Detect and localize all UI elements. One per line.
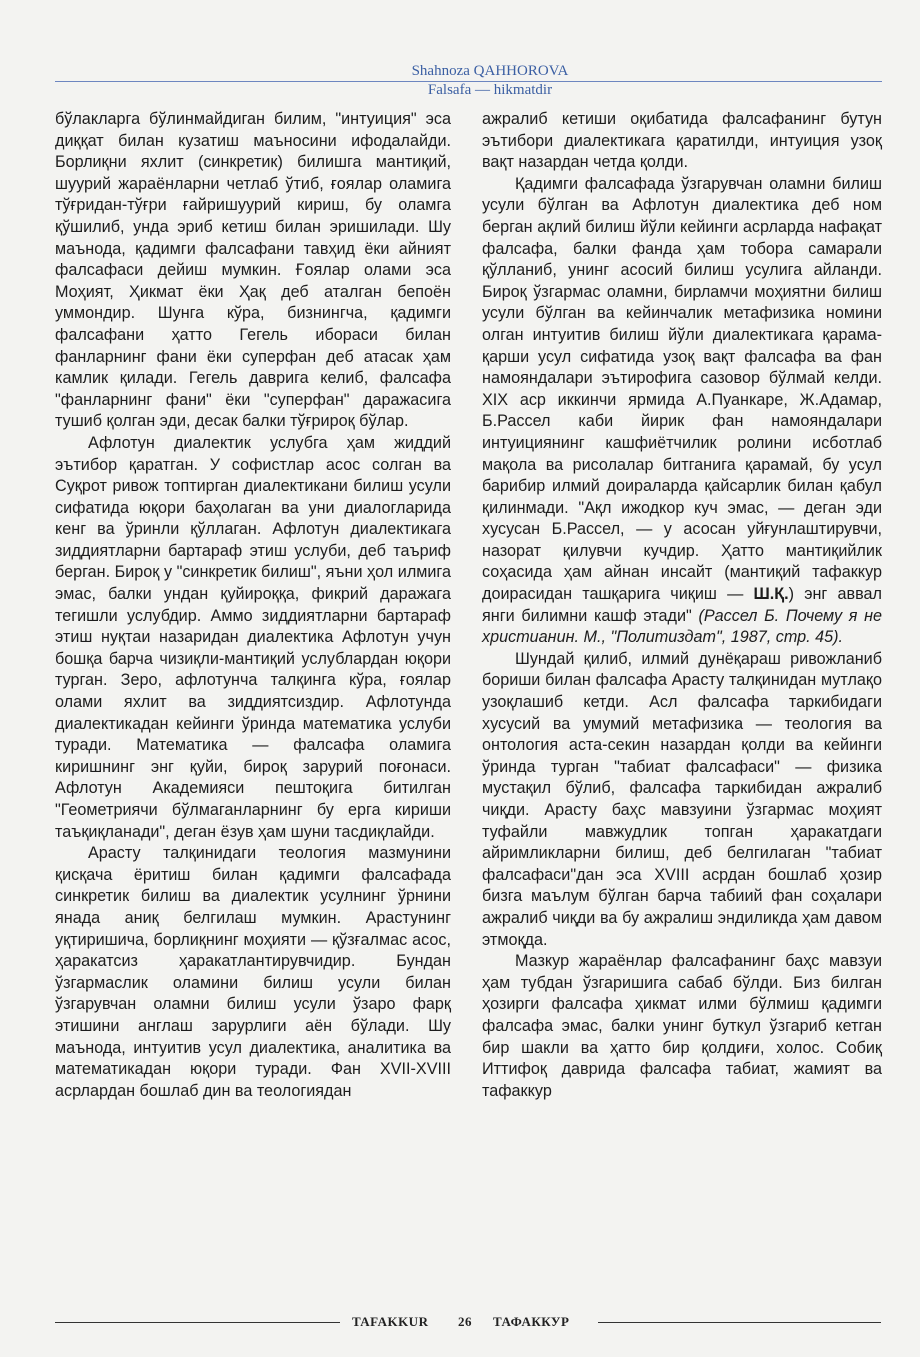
paragraph-with-quote [482,174,882,649]
paragraph: Афлотун диалектик услубга ҳам жиддий эътибор қаратган. У софистлар асос солган ва Суқрот ривож топтирган диалектикани билиш усули сифатида юқори баҳолаган ва уни диалогларида кенг ва ўринли қўллаган. Афлотун диалектикага зиддиятларни бартараф этиш услуби, деб таъриф берган. Бироқ у "синкретик билиш", яъни ҳол илмига эмас, балки ундан қуйироққа, фикрий даражага тегишли услубдир. Аммо зиддиятларни бартараф этиш нуқтаи назаридан диалектика Афлотун учун бошқа барча чизиқли-мантиқий услублардан юқори турган. Зеро, афлотунча талқинга кўра, ғоялар олами яхлит ва зиддиятсиздир. Афлотунда диалектикадан кейинги ўринда математика услуби туради. Математика — фалсафа оламига киришнинг энг қуйи, бироқ зарурий поғонаси. Афлотун Академияси пештоқига битилган "Геометриячи бўлмаганларнинг бу ерга кириши таъқиқланади", деган ёзув ҳам шуни тасдиқлайди. [55,433,451,841]
header-section-title: Falsafa — hikmatdir [427,82,553,98]
footer-rule-left [55,1322,340,1323]
paragraph-text: ) энг аввал янги билимни кашф этади" [482,585,882,625]
paragraph: бўлакларга бўлинмайдиган билим, "интуиция" эса диққат билан кузатиш маъносини ифодалайди. Борлиқни яхлит (синкретик) билишга мантиқий, шуурий жараёнларни четлаб ўтиб, ғоялар оламига тўғридан-тўғри ғайришуурий кириш, бу оламга қўшилиб, унда эриб кетиш билан эришилади. Шу маънода, қадимги фалсафани тавҳид ёки айният фалсафаси дейиш мумкин. Ғоялар олами эса Моҳият, Ҳикмат ёки Ҳақ деб аталган бепоён уммондир. Шунга кўра, бизнингча, қадимги фалсафани ҳатто Гегель ибораси билан фанларнинг фани ёки суперфан деб атасак ҳам камлик қилади. Гегель даврига келиб, фалсафа "фанларнинг фани" ёки "суперфан" даражасига тушиб қолган эди, десак балки тўғрироқ бўлар. [55,110,451,431]
paragraph: Мазкур жараёнлар фалсафанинг баҳс мавзуи ҳам тубдан ўзгаришига сабаб бўлди. Биз билган ҳозирги фалсафа ҳикмат илми бўлмиш қадимги фалсафа эмас, балки унинг буткул ўзгариб кетган бир шакли ва ҳатто бир қолдиғи, холос. Собиқ Иттифоқ даврида фалсафа табиат, жамият ва тафаккур [482,952,882,1100]
right-column [482,109,882,1102]
paragraph: ажралиб кетиши оқибатида фалсафанинг бутун эътибори диалектикага қаратилди, интуиция узоқ вақт назардан четда қолди. [482,110,882,172]
paragraph-text: Қадимги фалсафада ўзгарувчан оламни билиш усули бўлган ва Афлотун диалектика деб ном берган ақлий билиш йўли кейинги асрларда нафақат фалсафа, балки фанда ҳам тобора самарали қўлланиб, унинг асосий билиш усулига айланди. Бироқ ўзгармас оламни, бирламчи моҳиятни билиш усули бўлган ва кейинчалик метафизика номини олган интуитив билиш йўли диалектикага қарама-қарши усул сифатида узоқ вақт фалсафа ва фан намояндалари эътирофига сазовор бўлмай келди. XIX аср иккинчи ярмида А.Пуанкаре, Ж.Адамар, Б.Рассел каби йирик фан намояндалари интуициянинг кашфиётчилик ролини исботлаб мақола ва рисолалар битганига қарамай, бу усул барибир илмий доираларда қайсарлик билан қабул қилинмади. "Ақл ижодкор куч эмас, — деган эди хусусан Б.Рассел, — у асосан уйғунлаштирувчи, назорат қилувчи кучдир. Ҳатто мантиқийлик соҳасида ҳам айнан инсайт (мантиқий тафаккур доирасидан ташқарига чиқиш — [482,174,882,604]
header-author: Shahnoza QAHHOROVA [411,63,569,79]
left-column [55,109,451,1102]
paragraph: Шундай қилиб, илмий дунёқараш ривожланиб бориши билан фалсафа Арасту талқинидан мутлақо узоқлашиб кетди. Асл фалсафа таркибидаги хусусий ва умумий метафизика — теология ва онтология аста-секин назардан қолди ва кейинги ўринда турган "табиат фалсафаси" — физика мустақил бўлиб, фалсафа таркибидан ажралиб чиқди. Арасту баҳс мавзуини ўзгармас моҳият туфайли мавжудлик топган ҳаракатдаги айримликларни билиш, деб белгилаган "табиат фалсафаси"дан эса XVIII асрдан бошлаб ҳозир бизга маълум бўлган барча табиий фан соҳалари ажралиб чиқди ва бу ажралиш эндиликда ҳам давом этмоқда. [482,649,882,949]
footer-rule-right [598,1322,881,1323]
paragraph: Арасту талқинидаги теология мазмунини қисқача ёритиш билан қадимги фалсафада синкретик билиш ва диалектик усулнинг ўрнини янада аниқ белгилаш мумкин. Арастунинг уқтиришича, борлиқнинг моҳияти — қўзғалмас асос, ҳаракатсиз ҳаракатлантирувчидир. Бундан ўзгармаслик оламини билиш усули билан ўзгарувчан оламни билиш усули ўзаро фарқ этишини англаш зарурлиги аён бўлади. Шу маънода, интуитив усул диалектика, аналитика ва математикадан юқори туради. Фан XVII-XVIII асрлардан бошлаб дин ва теологиядан [55,844,451,1100]
author-initials: Ш.Қ. [753,585,789,604]
footer-magazine-latin: TAFAKKUR [352,1314,429,1329]
footer-magazine-cyrillic: ТАФАККУР [493,1314,570,1329]
citation: (Рассел Б. Почему я не христианин. М., "Политиздат", 1987, стр. 45). [482,606,882,647]
page-number: 26 [458,1314,472,1329]
page-footer [0,1312,920,1332]
